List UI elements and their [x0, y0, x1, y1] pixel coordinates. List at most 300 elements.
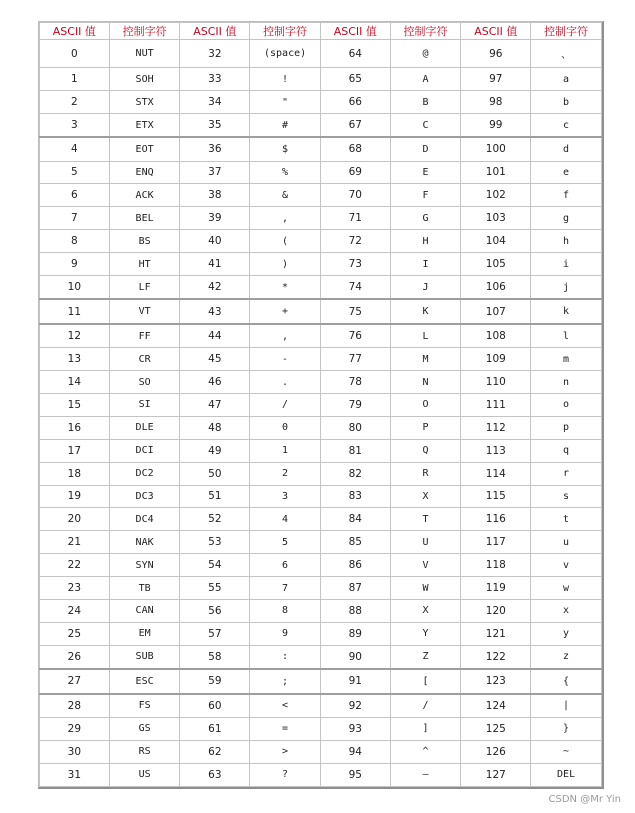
ascii-code-cell: 117 — [461, 531, 531, 554]
control-char-cell: v — [531, 554, 602, 577]
ascii-code-cell: 48 — [180, 416, 250, 439]
ascii-code-cell: 116 — [461, 508, 531, 531]
control-char-cell: x — [531, 600, 602, 623]
ascii-code-cell: 126 — [461, 740, 531, 763]
ascii-code-cell: 94 — [320, 740, 390, 763]
control-char-cell: P — [390, 416, 461, 439]
table-row — [40, 718, 602, 741]
ascii-code-cell: 73 — [320, 253, 390, 276]
ascii-code-cell: 86 — [320, 554, 390, 577]
header-control-char-2: 控制字符 — [250, 23, 321, 40]
control-char-cell: NUT — [109, 40, 180, 68]
control-char-cell: 1 — [250, 439, 321, 462]
ascii-code-cell: 67 — [320, 113, 390, 137]
control-char-cell: SOH — [109, 68, 180, 91]
ascii-code-cell: 78 — [320, 371, 390, 394]
control-char-cell: 0 — [250, 416, 321, 439]
ascii-code-cell: 104 — [461, 230, 531, 253]
ascii-code-cell: 56 — [180, 600, 250, 623]
ascii-code-cell: 22 — [40, 554, 110, 577]
ascii-code-cell: 121 — [461, 622, 531, 645]
ascii-code-cell: 58 — [180, 645, 250, 669]
ascii-code-cell: 11 — [40, 299, 110, 324]
ascii-code-cell: 46 — [180, 371, 250, 394]
ascii-code-cell: 69 — [320, 161, 390, 184]
control-char-cell: | — [531, 694, 602, 718]
control-char-cell: SO — [109, 371, 180, 394]
control-char-cell: O — [390, 393, 461, 416]
control-char-cell: < — [250, 694, 321, 718]
ascii-code-cell: 23 — [40, 577, 110, 600]
control-char-cell: DC2 — [109, 462, 180, 485]
ascii-code-cell: 80 — [320, 416, 390, 439]
control-char-cell: b — [531, 91, 602, 114]
control-char-cell: Z — [390, 645, 461, 669]
control-char-cell: w — [531, 577, 602, 600]
ascii-code-cell: 101 — [461, 161, 531, 184]
ascii-code-cell: 6 — [40, 184, 110, 207]
table-row — [40, 669, 602, 694]
control-char-cell: ) — [250, 253, 321, 276]
control-char-cell: R — [390, 462, 461, 485]
table-row — [40, 113, 602, 137]
control-char-cell: (space) — [250, 40, 321, 68]
control-char-cell: M — [390, 348, 461, 371]
ascii-code-cell: 31 — [40, 763, 110, 786]
control-char-cell: . — [250, 371, 321, 394]
ascii-code-cell: 72 — [320, 230, 390, 253]
control-char-cell: t — [531, 508, 602, 531]
control-char-cell: X — [390, 600, 461, 623]
ascii-code-cell: 51 — [180, 485, 250, 508]
table-row — [40, 694, 602, 718]
ascii-code-cell: 63 — [180, 763, 250, 786]
ascii-code-cell: 29 — [40, 718, 110, 741]
control-char-cell: X — [390, 485, 461, 508]
control-char-cell: 、 — [531, 40, 602, 68]
control-char-cell: STX — [109, 91, 180, 114]
table-row — [40, 508, 602, 531]
ascii-code-cell: 57 — [180, 622, 250, 645]
ascii-code-cell: 112 — [461, 416, 531, 439]
control-char-cell: 7 — [250, 577, 321, 600]
ascii-code-cell: 81 — [320, 439, 390, 462]
control-char-cell: g — [531, 207, 602, 230]
ascii-code-cell: 17 — [40, 439, 110, 462]
header-ascii-value-1: ASCII 值 — [40, 23, 110, 40]
ascii-code-cell: 49 — [180, 439, 250, 462]
control-char-cell: & — [250, 184, 321, 207]
ascii-code-cell: 88 — [320, 600, 390, 623]
table-row — [40, 91, 602, 114]
control-char-cell: % — [250, 161, 321, 184]
control-char-cell: DCI — [109, 439, 180, 462]
ascii-code-cell: 70 — [320, 184, 390, 207]
control-char-cell: ACK — [109, 184, 180, 207]
control-char-cell: s — [531, 485, 602, 508]
control-char-cell: $ — [250, 137, 321, 161]
ascii-code-cell: 40 — [180, 230, 250, 253]
control-char-cell: p — [531, 416, 602, 439]
ascii-code-cell: 20 — [40, 508, 110, 531]
control-char-cell: L — [390, 324, 461, 348]
ascii-code-cell: 98 — [461, 91, 531, 114]
ascii-code-cell: 41 — [180, 253, 250, 276]
control-char-cell: — — [390, 763, 461, 786]
ascii-code-cell: 87 — [320, 577, 390, 600]
header-control-char-4: 控制字符 — [531, 23, 602, 40]
ascii-code-cell: 103 — [461, 207, 531, 230]
ascii-code-cell: 33 — [180, 68, 250, 91]
table-row — [40, 253, 602, 276]
table-row — [40, 137, 602, 161]
control-char-cell: DC3 — [109, 485, 180, 508]
ascii-code-cell: 114 — [461, 462, 531, 485]
ascii-code-cell: 77 — [320, 348, 390, 371]
control-char-cell: f — [531, 184, 602, 207]
watermark: CSDN @Mr Yin — [548, 794, 621, 805]
ascii-code-cell: 14 — [40, 371, 110, 394]
ascii-code-cell: 124 — [461, 694, 531, 718]
control-char-cell: { — [531, 669, 602, 694]
control-char-cell: 6 — [250, 554, 321, 577]
ascii-code-cell: 83 — [320, 485, 390, 508]
ascii-code-cell: 25 — [40, 622, 110, 645]
ascii-code-cell: 96 — [461, 40, 531, 68]
ascii-code-cell: 107 — [461, 299, 531, 324]
control-char-cell: u — [531, 531, 602, 554]
ascii-code-cell: 109 — [461, 348, 531, 371]
control-char-cell: ? — [250, 763, 321, 786]
ascii-code-cell: 43 — [180, 299, 250, 324]
control-char-cell: , — [250, 207, 321, 230]
control-char-cell: K — [390, 299, 461, 324]
ascii-code-cell: 113 — [461, 439, 531, 462]
table-row — [40, 645, 602, 669]
control-char-cell: 3 — [250, 485, 321, 508]
ascii-code-cell: 99 — [461, 113, 531, 137]
header-control-char-3: 控制字符 — [390, 23, 461, 40]
control-char-cell: " — [250, 91, 321, 114]
control-char-cell: US — [109, 763, 180, 786]
control-char-cell: H — [390, 230, 461, 253]
ascii-code-cell: 7 — [40, 207, 110, 230]
ascii-code-cell: 95 — [320, 763, 390, 786]
control-char-cell: # — [250, 113, 321, 137]
ascii-code-cell: 45 — [180, 348, 250, 371]
control-char-cell: = — [250, 718, 321, 741]
ascii-code-cell: 118 — [461, 554, 531, 577]
table-row — [40, 439, 602, 462]
control-char-cell: A — [390, 68, 461, 91]
control-char-cell: r — [531, 462, 602, 485]
control-char-cell: 9 — [250, 622, 321, 645]
ascii-code-cell: 16 — [40, 416, 110, 439]
control-char-cell: q — [531, 439, 602, 462]
ascii-code-cell: 60 — [180, 694, 250, 718]
control-char-cell: VT — [109, 299, 180, 324]
table-row — [40, 416, 602, 439]
control-char-cell: ~ — [531, 740, 602, 763]
control-char-cell: a — [531, 68, 602, 91]
ascii-table — [39, 22, 602, 787]
ascii-code-cell: 127 — [461, 763, 531, 786]
ascii-code-cell: 36 — [180, 137, 250, 161]
control-char-cell: z — [531, 645, 602, 669]
table-row — [40, 275, 602, 299]
ascii-code-cell: 102 — [461, 184, 531, 207]
header-control-char-1: 控制字符 — [109, 23, 180, 40]
control-char-cell: 5 — [250, 531, 321, 554]
ascii-code-cell: 89 — [320, 622, 390, 645]
control-char-cell: HT — [109, 253, 180, 276]
control-char-cell: Y — [390, 622, 461, 645]
ascii-code-cell: 97 — [461, 68, 531, 91]
control-char-cell: BEL — [109, 207, 180, 230]
control-char-cell: 4 — [250, 508, 321, 531]
table-row — [40, 485, 602, 508]
control-char-cell: E — [390, 161, 461, 184]
table-row — [40, 622, 602, 645]
control-char-cell: CAN — [109, 600, 180, 623]
control-char-cell: T — [390, 508, 461, 531]
header-ascii-value-3: ASCII 值 — [320, 23, 390, 40]
table-row — [40, 299, 602, 324]
ascii-code-cell: 61 — [180, 718, 250, 741]
control-char-cell: c — [531, 113, 602, 137]
control-char-cell: RS — [109, 740, 180, 763]
ascii-code-cell: 47 — [180, 393, 250, 416]
control-char-cell: F — [390, 184, 461, 207]
control-char-cell: i — [531, 253, 602, 276]
ascii-code-cell: 50 — [180, 462, 250, 485]
table-row — [40, 740, 602, 763]
ascii-code-cell: 106 — [461, 275, 531, 299]
ascii-code-cell: 71 — [320, 207, 390, 230]
ascii-code-cell: 85 — [320, 531, 390, 554]
table-row — [40, 324, 602, 348]
control-char-cell: SI — [109, 393, 180, 416]
control-char-cell: ESC — [109, 669, 180, 694]
table-row — [40, 531, 602, 554]
control-char-cell: n — [531, 371, 602, 394]
ascii-code-cell: 82 — [320, 462, 390, 485]
control-char-cell: m — [531, 348, 602, 371]
ascii-code-cell: 12 — [40, 324, 110, 348]
control-char-cell: ETX — [109, 113, 180, 137]
ascii-code-cell: 105 — [461, 253, 531, 276]
control-char-cell: l — [531, 324, 602, 348]
ascii-code-cell: 27 — [40, 669, 110, 694]
control-char-cell: EM — [109, 622, 180, 645]
ascii-code-cell: 125 — [461, 718, 531, 741]
ascii-code-cell: 93 — [320, 718, 390, 741]
ascii-code-cell: 52 — [180, 508, 250, 531]
control-char-cell: y — [531, 622, 602, 645]
ascii-code-cell: 111 — [461, 393, 531, 416]
ascii-code-cell: 115 — [461, 485, 531, 508]
control-char-cell: 2 — [250, 462, 321, 485]
ascii-code-cell: 19 — [40, 485, 110, 508]
ascii-code-cell: 119 — [461, 577, 531, 600]
control-char-cell: @ — [390, 40, 461, 68]
ascii-code-cell: 38 — [180, 184, 250, 207]
control-char-cell: > — [250, 740, 321, 763]
ascii-code-cell: 18 — [40, 462, 110, 485]
ascii-code-cell: 76 — [320, 324, 390, 348]
control-char-cell: W — [390, 577, 461, 600]
ascii-code-cell: 90 — [320, 645, 390, 669]
ascii-code-cell: 21 — [40, 531, 110, 554]
ascii-code-cell: 28 — [40, 694, 110, 718]
control-char-cell: d — [531, 137, 602, 161]
ascii-code-cell: 10 — [40, 275, 110, 299]
ascii-code-cell: 75 — [320, 299, 390, 324]
ascii-code-cell: 35 — [180, 113, 250, 137]
ascii-code-cell: 53 — [180, 531, 250, 554]
control-char-cell: * — [250, 275, 321, 299]
table-row — [40, 371, 602, 394]
control-char-cell: NAK — [109, 531, 180, 554]
ascii-code-cell: 92 — [320, 694, 390, 718]
control-char-cell: / — [250, 393, 321, 416]
ascii-code-cell: 55 — [180, 577, 250, 600]
control-char-cell: V — [390, 554, 461, 577]
table-row — [40, 554, 602, 577]
table-body — [40, 40, 602, 787]
control-char-cell: G — [390, 207, 461, 230]
control-char-cell: o — [531, 393, 602, 416]
ascii-code-cell: 37 — [180, 161, 250, 184]
control-char-cell: [ — [390, 669, 461, 694]
control-char-cell: : — [250, 645, 321, 669]
ascii-code-cell: 0 — [40, 40, 110, 68]
control-char-cell: + — [250, 299, 321, 324]
control-char-cell: 8 — [250, 600, 321, 623]
table-row — [40, 161, 602, 184]
ascii-code-cell: 68 — [320, 137, 390, 161]
control-char-cell: j — [531, 275, 602, 299]
control-char-cell: TB — [109, 577, 180, 600]
control-char-cell: DC4 — [109, 508, 180, 531]
control-char-cell: / — [390, 694, 461, 718]
ascii-code-cell: 59 — [180, 669, 250, 694]
ascii-code-cell: 9 — [40, 253, 110, 276]
ascii-code-cell: 42 — [180, 275, 250, 299]
control-char-cell: D — [390, 137, 461, 161]
control-char-cell: ENQ — [109, 161, 180, 184]
control-char-cell: SYN — [109, 554, 180, 577]
control-char-cell: EOT — [109, 137, 180, 161]
ascii-table-container — [38, 21, 604, 789]
control-char-cell: CR — [109, 348, 180, 371]
control-char-cell: } — [531, 718, 602, 741]
control-char-cell: LF — [109, 275, 180, 299]
ascii-code-cell: 13 — [40, 348, 110, 371]
control-char-cell: ( — [250, 230, 321, 253]
control-char-cell: U — [390, 531, 461, 554]
table-row — [40, 230, 602, 253]
ascii-code-cell: 122 — [461, 645, 531, 669]
ascii-code-cell: 64 — [320, 40, 390, 68]
ascii-code-cell: 15 — [40, 393, 110, 416]
control-char-cell: e — [531, 161, 602, 184]
ascii-code-cell: 39 — [180, 207, 250, 230]
control-char-cell: J — [390, 275, 461, 299]
table-row — [40, 184, 602, 207]
ascii-code-cell: 34 — [180, 91, 250, 114]
table-row — [40, 462, 602, 485]
control-char-cell: I — [390, 253, 461, 276]
ascii-code-cell: 5 — [40, 161, 110, 184]
ascii-code-cell: 8 — [40, 230, 110, 253]
control-char-cell: GS — [109, 718, 180, 741]
control-char-cell: Q — [390, 439, 461, 462]
control-char-cell: ! — [250, 68, 321, 91]
table-row — [40, 207, 602, 230]
table-row — [40, 348, 602, 371]
control-char-cell: SUB — [109, 645, 180, 669]
control-char-cell: BS — [109, 230, 180, 253]
header-ascii-value-2: ASCII 值 — [180, 23, 250, 40]
control-char-cell: h — [531, 230, 602, 253]
ascii-code-cell: 79 — [320, 393, 390, 416]
ascii-code-cell: 3 — [40, 113, 110, 137]
table-row — [40, 393, 602, 416]
ascii-code-cell: 4 — [40, 137, 110, 161]
table-row — [40, 600, 602, 623]
control-char-cell: N — [390, 371, 461, 394]
table-row — [40, 763, 602, 786]
table-row — [40, 68, 602, 91]
control-char-cell: ; — [250, 669, 321, 694]
ascii-code-cell: 91 — [320, 669, 390, 694]
control-char-cell: FS — [109, 694, 180, 718]
ascii-code-cell: 24 — [40, 600, 110, 623]
ascii-code-cell: 110 — [461, 371, 531, 394]
ascii-code-cell: 108 — [461, 324, 531, 348]
ascii-code-cell: 26 — [40, 645, 110, 669]
ascii-code-cell: 32 — [180, 40, 250, 68]
control-char-cell: ^ — [390, 740, 461, 763]
table-row — [40, 577, 602, 600]
ascii-code-cell: 44 — [180, 324, 250, 348]
control-char-cell: DLE — [109, 416, 180, 439]
ascii-code-cell: 100 — [461, 137, 531, 161]
ascii-code-cell: 123 — [461, 669, 531, 694]
ascii-code-cell: 66 — [320, 91, 390, 114]
control-char-cell: C — [390, 113, 461, 137]
control-char-cell: - — [250, 348, 321, 371]
control-char-cell: , — [250, 324, 321, 348]
control-char-cell: B — [390, 91, 461, 114]
ascii-code-cell: 54 — [180, 554, 250, 577]
ascii-code-cell: 62 — [180, 740, 250, 763]
control-char-cell: DEL — [531, 763, 602, 786]
header-ascii-value-4: ASCII 值 — [461, 23, 531, 40]
ascii-code-cell: 30 — [40, 740, 110, 763]
control-char-cell: k — [531, 299, 602, 324]
ascii-code-cell: 120 — [461, 600, 531, 623]
ascii-code-cell: 2 — [40, 91, 110, 114]
header-row — [40, 23, 602, 40]
ascii-code-cell: 84 — [320, 508, 390, 531]
control-char-cell: ] — [390, 718, 461, 741]
table-row — [40, 40, 602, 68]
ascii-code-cell: 1 — [40, 68, 110, 91]
ascii-code-cell: 74 — [320, 275, 390, 299]
ascii-code-cell: 65 — [320, 68, 390, 91]
